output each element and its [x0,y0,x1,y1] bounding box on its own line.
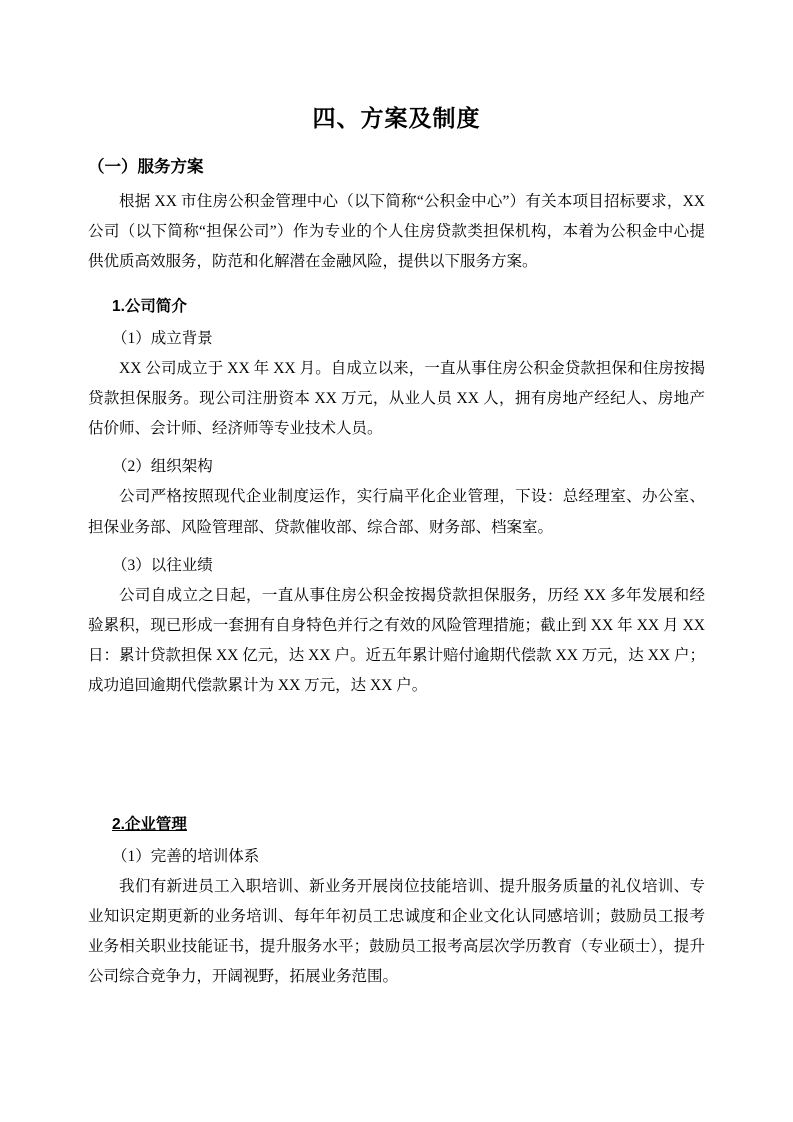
item-heading-org-structure: （2）组织架构 [112,458,213,476]
item-heading-past-performance: （3）以往业绩 [112,556,213,574]
item-paragraph-org-structure: 公司严格按照现代企业制度运作，实行扁平化企业管理，下设：总经理室、办公室、担保业务部、风险管理部、贷款催收部、综合部、财务部、档案室。 [88,488,705,536]
item-paragraph-past-performance: 公司自成立之日起，一直从事住房公积金按揭贷款担保服务，历经 XX 多年发展和经验累积，现已形成一套拥有自身特色并行之有效的风险管理措施；截止到 XX 年 XX 月 XX 日：累计贷款担保 XX 亿元，达 XX 户。近五年累计赔付逾期代偿款 XX 万元，达 XX 户；成功追回逾期代偿款累计为 XX 万元，达 XX 户。 [88,586,705,695]
subsection-heading-company-profile: 1.公司简介 [112,297,187,315]
subsection-heading-enterprise-management: 2.企业管理 [112,815,187,833]
item-heading-founding-background: （1）成立背景 [112,329,213,347]
item-paragraph-founding-background: XX 公司成立于 XX 年 XX 月。自成立以来，一直从事住房公积金贷款担保和住房按揭贷款担保服务。现公司注册资本 XX 万元，从业人员 XX 人，拥有房地产经纪人、房地产估价师、会计师、经济师等专业技术人员。 [88,359,705,438]
page-title: 四、方案及制度 [312,105,481,131]
section-spacer [88,704,705,796]
section-intro-paragraph: 根据 XX 市住房公积金管理中心（以下简称“公积金中心”）有关本项目招标要求，XX 公司（以下简称“担保公司”）作为专业的个人住房贷款类担保机构，本着为公积金中心提供优质高效服务，防范和化解潜在金融风险，提供以下服务方案。 [88,193,705,271]
section-heading-service-plan: （一）服务方案 [88,158,204,176]
item-heading-training-system: （1）完善的培训体系 [112,847,260,865]
item-paragraph-training-system: 我们有新进员工入职培训、新业务开展岗位技能培训、提升服务质量的礼仪培训、专业知识定期更新的业务培训、每年年初员工忠诚度和企业文化认同感培训；鼓励员工报考业务相关职业技能证书，提升服务水平；鼓励员工报考高层次学历教育（专业硕士），提升公司综合竞争力，开阔视野，拓展业务范围。 [88,877,705,986]
